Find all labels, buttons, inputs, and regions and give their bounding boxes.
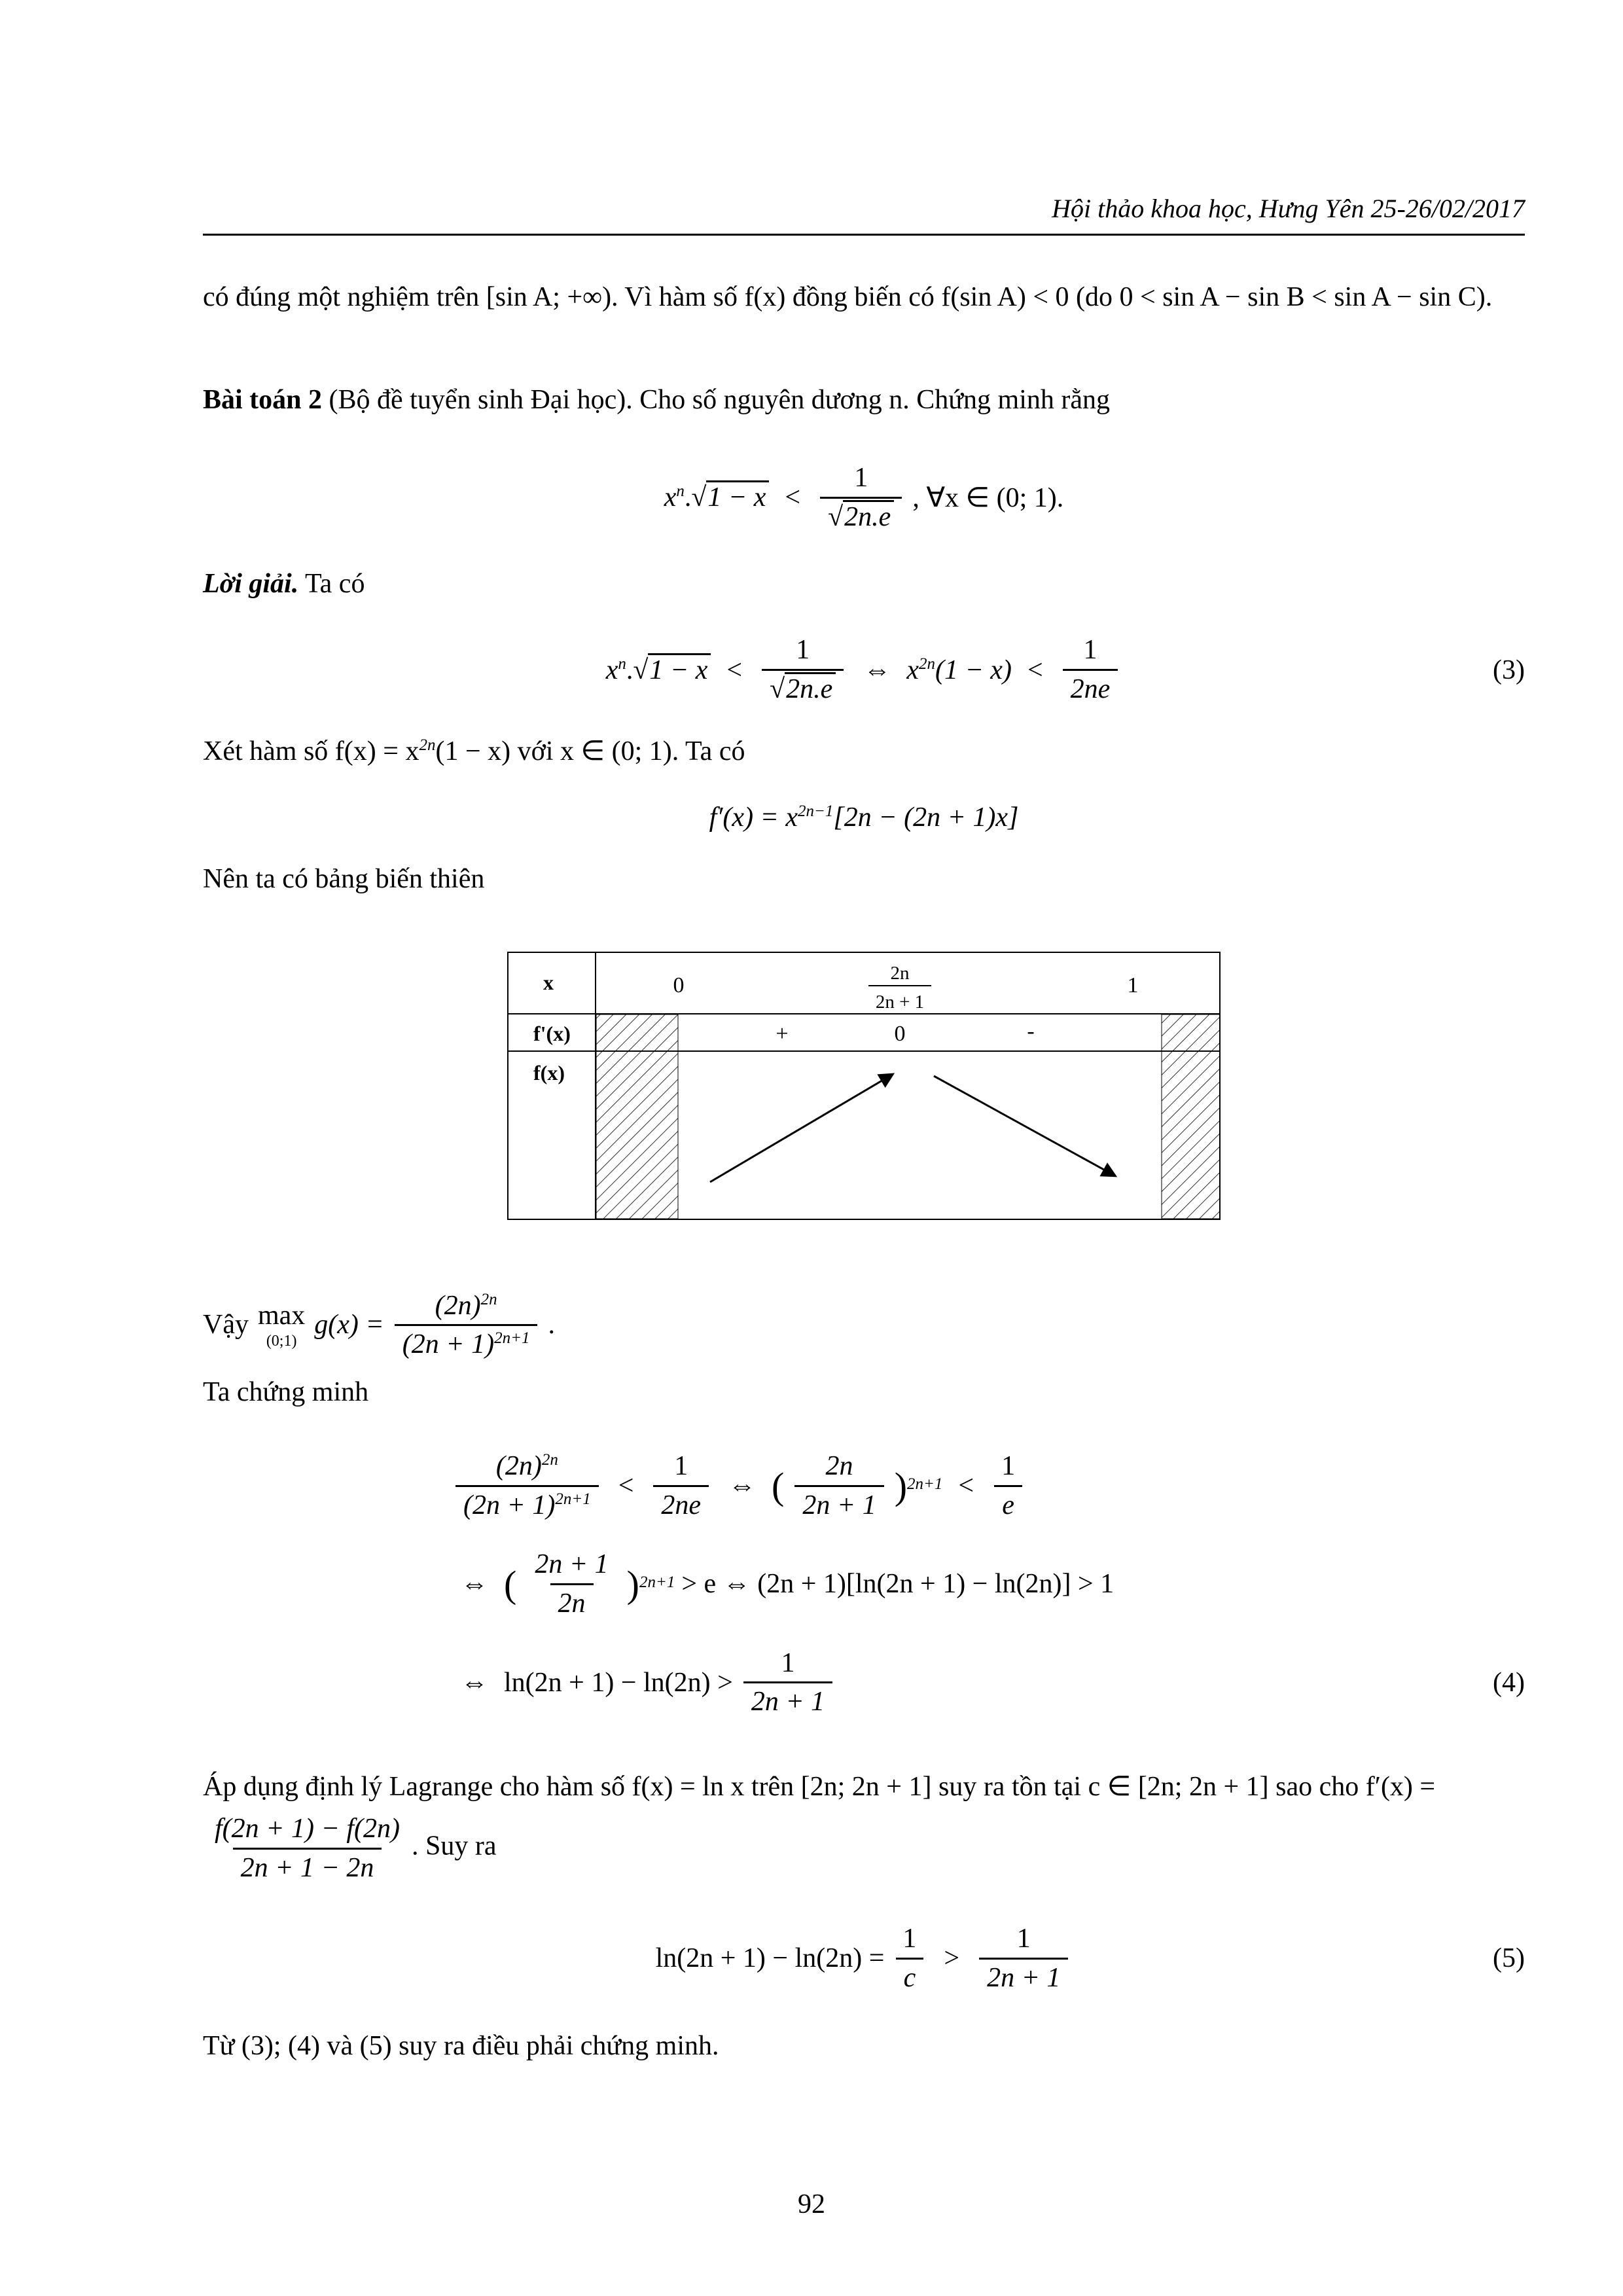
variation-table (507, 952, 1221, 1227)
header-rule (203, 234, 1525, 236)
fraction-numerator: 1 (854, 463, 868, 493)
sqrt-expression (691, 480, 769, 512)
sqrt-expression (770, 672, 836, 704)
derivative-rhs: [2n − (2n + 1)x] (833, 802, 1019, 833)
math-exponent: 2n (918, 655, 935, 673)
equivalence-chain (452, 1448, 1525, 1721)
math-dot: . (684, 482, 692, 513)
fraction-numerator: f(2n + 1) − f(2n) (215, 1814, 400, 1844)
fraction (527, 1546, 616, 1622)
close-paren-power (627, 1562, 675, 1606)
math-exponent: 2n+1 (907, 1475, 943, 1493)
fraction-numerator: 1 (1001, 1451, 1016, 1482)
math-exponent: n (618, 655, 626, 673)
derivative-lhs: f′(x) = x (709, 802, 798, 833)
max-label: max (257, 1300, 306, 1331)
chain-line-3-lhs: ln(2n + 1) − ln(2n) > (504, 1667, 733, 1698)
relation-lt: < (785, 482, 801, 513)
chain-line-2-rest: > e ⇔ (2n + 1)[ln(2n + 1) − ln(2n)] > 1 (681, 1569, 1115, 1600)
formula-3-lhs (606, 655, 711, 686)
fraction (455, 1448, 599, 1524)
relation-lt: < (726, 655, 743, 685)
display-formula-derivative (203, 802, 1525, 833)
critical-point-numerator: 2n (890, 962, 910, 984)
sign-minus: - (1027, 1018, 1035, 1043)
radical-sign: √ (770, 674, 785, 705)
fraction-denominator: 2n + 1 (794, 1485, 883, 1524)
radicand: 2n.e (843, 500, 894, 532)
paragraph-prove (203, 1371, 1525, 1414)
chain-line-3 (452, 1645, 1525, 1721)
fraction-numerator: 2n + 1 (535, 1549, 609, 1580)
prove-text: Ta chứng minh (203, 1377, 369, 1408)
relation-lt: < (1027, 655, 1043, 685)
paragraph-conclusion (203, 2025, 1525, 2068)
fraction (743, 1645, 832, 1721)
sqrt-expression (633, 653, 711, 685)
close-paren-power (895, 1464, 943, 1508)
fraction-numerator: 1 (902, 1924, 917, 1954)
page-number: 92 (798, 2189, 825, 2219)
fraction-denominator (820, 497, 902, 536)
paragraph-intro-text: có đúng một nghiệm trên [sin A; +∞). Vì hàm số f(x) đồng biến có f(sin A) < 0 (do 0 < sin A − sin B < sin A − sin C). (203, 282, 1493, 312)
formula-5-row (656, 1920, 1073, 1996)
hatch-region-left (596, 1014, 678, 1219)
math-base: (2n) (495, 1451, 542, 1482)
paragraph-lagrange (203, 1764, 1525, 1887)
math-base: (2n + 1) (402, 1329, 495, 1360)
sign-plus: + (776, 1021, 789, 1046)
relation-lt: < (618, 1471, 634, 1501)
value-zero: 0 (673, 973, 685, 997)
fraction (895, 1920, 924, 1996)
equation-number-5: (5) (1493, 1943, 1525, 1974)
fraction-denominator: 2n + 1 (979, 1958, 1068, 1997)
formula-3-rhs (906, 655, 1012, 686)
iff-symbol: ⇔ (461, 1569, 488, 1600)
formula-main-row (664, 459, 1064, 535)
fraction-numerator: 1 (1083, 635, 1097, 666)
max-domain: (0;1) (266, 1332, 297, 1350)
math-exponent: 2n (480, 1290, 497, 1308)
math-exponent: 2n−1 (798, 802, 834, 820)
radicand: 1 − x (648, 653, 711, 685)
math-base: (2n + 1) (463, 1490, 556, 1520)
iff-symbol: ⇔ (863, 655, 891, 685)
math-exponent: 2n+1 (639, 1573, 675, 1591)
radical-sign: √ (691, 482, 707, 513)
variation-table-figure (507, 952, 1221, 1220)
formula-main-tail: , ∀x ∈ (0; 1). (912, 483, 1064, 514)
equation-number-4: (4) (1493, 1667, 1525, 1698)
iff-symbol: ⇔ (461, 1667, 488, 1698)
fraction-numerator (488, 1448, 566, 1485)
value-one: 1 (1127, 973, 1139, 997)
fraction (820, 459, 902, 535)
fraction-denominator: 2ne (1063, 669, 1118, 708)
math-var: x (906, 655, 919, 685)
conclusion-text: Từ (3); (4) và (5) suy ra điều phải chứng minh. (203, 2031, 719, 2062)
paren-glyph: ) (626, 1562, 639, 1605)
hatch-region-right (1162, 1014, 1220, 1219)
chain-line-1 (452, 1448, 1525, 1524)
paragraph-variation-table-intro (203, 858, 1525, 901)
problem-2-statement (203, 379, 1525, 422)
math-var: x (605, 655, 618, 685)
fraction (762, 632, 844, 708)
lagrange-b: . Suy ra (411, 1831, 497, 1861)
fraction (653, 1448, 709, 1524)
max-function: g(x) = (314, 1310, 384, 1340)
fraction-denominator (762, 669, 844, 708)
paren-glyph: ( (772, 1464, 785, 1507)
solution-text: Ta có (298, 569, 365, 600)
fraction (207, 1810, 408, 1886)
fraction-numerator: 1 (1016, 1924, 1031, 1954)
math-base: (2n) (435, 1290, 481, 1321)
conference-header: Hội thảo khoa học, Hưng Yên 25-26/02/2017 (1052, 194, 1525, 223)
problem-source: (Bộ đề tuyển sinh Đại học). (322, 385, 633, 416)
fraction (794, 1448, 883, 1524)
iff-symbol: ⇔ (728, 1471, 757, 1501)
page-header (203, 193, 1525, 236)
max-period: . (548, 1310, 555, 1340)
sign-zero: 0 (894, 1021, 906, 1046)
radical-sign: √ (633, 655, 649, 685)
math-dot: . (626, 655, 633, 685)
consider-a: Xét hàm số f(x) = x (203, 736, 419, 766)
fraction-numerator: 1 (781, 1647, 795, 1678)
paren-glyph: ( (504, 1562, 517, 1605)
solution-lead (203, 563, 1525, 605)
open-paren (504, 1562, 516, 1606)
fraction-denominator: 2n (550, 1583, 594, 1623)
fraction (1063, 632, 1118, 708)
radical-sign: √ (828, 501, 844, 532)
max-row (203, 1287, 1525, 1363)
math-exponent: 2n+1 (555, 1490, 591, 1508)
math-var: x (664, 482, 677, 513)
open-paren (772, 1464, 784, 1508)
table-header-f: f(x) (533, 1060, 565, 1085)
display-formula-5 (203, 1920, 1525, 1996)
table-header-x: x (543, 970, 554, 994)
math-exponent: n (676, 482, 685, 501)
sqrt-expression (828, 500, 894, 532)
paragraph-max (203, 1287, 1525, 1363)
derivative-expression (709, 802, 1019, 833)
fraction (993, 1448, 1023, 1524)
fraction-denominator: 2ne (653, 1485, 709, 1524)
fraction (395, 1287, 538, 1363)
chain-line-2 (452, 1546, 1525, 1622)
problem-title: Bài toán 2 (203, 385, 323, 416)
consider-b: (1 − x) với x ∈ (0; 1). Ta có (435, 736, 745, 766)
equation-number-3: (3) (1493, 655, 1525, 685)
formula-5-lhs: ln(2n + 1) − ln(2n) = (655, 1943, 885, 1974)
relation-gt: > (944, 1943, 960, 1974)
fraction-numerator: 1 (674, 1451, 688, 1482)
math-exponent: 2n (419, 736, 436, 754)
table-header-fprime: f'(x) (533, 1021, 571, 1045)
fraction-denominator: 2n + 1 (743, 1681, 832, 1721)
paragraph-intro (203, 276, 1525, 319)
radicand: 1 − x (706, 480, 769, 512)
math-exponent: 2n (541, 1451, 558, 1469)
fraction-numerator: 1 (796, 635, 810, 666)
fraction-denominator (395, 1324, 538, 1363)
fraction-denominator: c (896, 1958, 924, 1997)
display-formula-main (203, 459, 1525, 535)
arrow-increasing (710, 1075, 892, 1182)
max-operator (258, 1302, 305, 1349)
fraction-numerator (427, 1287, 505, 1325)
variation-table-intro-text: Nên ta có bảng biến thiên (203, 863, 485, 894)
problem-text: Cho số nguyên dương n. Chứng minh rằng (632, 385, 1110, 416)
math-exponent: 2n+1 (494, 1329, 530, 1348)
formula-3-row (606, 632, 1122, 708)
fraction (979, 1920, 1068, 1996)
max-lead: Vậy (203, 1310, 249, 1340)
fraction-denominator: 2n + 1 − 2n (233, 1848, 382, 1887)
paragraph-consider-function (203, 730, 1525, 773)
paren-glyph: ) (894, 1464, 908, 1507)
lagrange-a: Áp dụng định lý Lagrange cho hàm số f(x) = ln x trên [2n; 2n + 1] suy ra tồn tại c ∈ [2n; 2n + 1] sao cho f′(x) = (203, 1771, 1436, 1802)
solution-label: Lời giải. (203, 569, 299, 600)
fraction-denominator (455, 1485, 599, 1524)
math-factor: (1 − x) (935, 655, 1012, 685)
radicand: 2n.e (785, 672, 836, 704)
relation-lt: < (958, 1471, 974, 1501)
fraction-numerator: 2n (825, 1451, 853, 1482)
formula-main-lhs (664, 482, 770, 513)
critical-point-denominator: 2n + 1 (875, 991, 925, 1013)
fraction-denominator: e (994, 1485, 1022, 1524)
display-formula-3 (203, 632, 1525, 708)
arrow-decreasing (934, 1076, 1115, 1175)
